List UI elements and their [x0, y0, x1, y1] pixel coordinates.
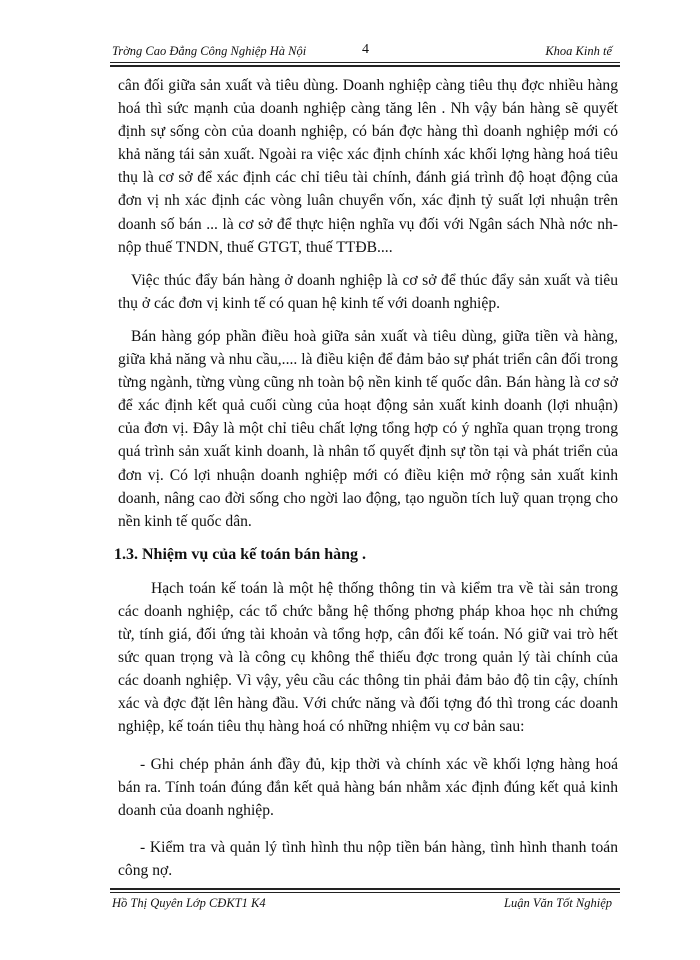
paragraph-4: Hạch toán kế toán là một hệ thống thông tin và kiểm tra về tài sản trong các doanh nghiệp, các tổ chức bằng hệ thống phơng pháp khoa học nh chứng từ, tính giá, đối ứng tài khoản và tổng hợp, cân đối kế toán. Nó giữ vai trò hết sức quan trọng và là công cụ không thể thiếu đợc trong quản lý tài chính của các doanh nghiệp. Vì vậy, yêu cầu các thông tin phải đảm bảo độ tin cậy, chính xác và đợc đặt lên hàng đầu. Với chức năng và đối tợng đó thì trong các doanh nghiệp, kế toán tiêu thụ hàng hoá có những nhiệm vụ cơ bản sau:: [118, 579, 618, 736]
paragraph-1: cân đối giữa sản xuất và tiêu dùng. Doanh nghiệp càng tiêu thụ đợc nhiều hàng hoá thì sức mạnh của doanh nghiệp càng tăng lên . Nh vậy bán hàng sẽ quyết định sự sống còn của doanh nghiệp, có bán đợc hàng thì doanh nghiệp mới có khả năng tái sản xuất. Ngoài ra việc xác định chính xác khối lợng hàng hoá tiêu thụ là cơ sở để xác định các chỉ tiêu tài chính, đánh giá trình độ hoạt động của đơn vị nh xác định các vòng luân chuyển vốn, xác định tỷ suất lợi nhuận trên doanh số bán ... là cơ sở để thực hiện nghĩa vụ đối với Ngân sách Nhà nớc nh nộp thuế TNDN, thuế GTGT, thuế TTĐB....: [118, 77, 618, 256]
page-number: 4: [362, 42, 369, 57]
paragraph-3: Bán hàng góp phần điều hoà giữa sản xuất và tiêu dùng, giữa tiền và hàng, giữa khả năng và nhu cầu,.... là điều kiện để đảm bảo sự phát triển cân đối trong từng ngành, từng vùng cũng nh toàn bộ nền kinh tế quốc dân. Bán hàng là cơ sở để xác định kết quả cuối cùng của hoạt động sản xuất kinh doanh (lợi nhuận) của đơn vị. Đây là một chỉ tiêu chất lợng tổng hợp có ý nghĩa quan trọng trong quá trình sản xuất kinh doanh, là nhân tố quyết định sự tồn tại và phát triển của đơn vị. Có lợi nhuận doanh nghiệp mới có điều kiện mở rộng sản xuất kinh doanh, nâng cao đời sống cho ngời lao động, tạo nguồn tích luỹ quan trọng cho nền kinh tế quốc dân.: [118, 327, 618, 530]
list-item-1: - Ghi chép phản ánh đầy đủ, kịp thời và chính xác về khối lợng hàng hoá bán ra. Tính toán đúng đắn kết quả hàng bán nhằm xác định đúng kết quả kinh doanh của doanh nghiệp.: [118, 755, 618, 819]
page-footer: [112, 893, 612, 915]
list-item-2: - Kiểm tra và quản lý tình hình thu nộp tiền bán hàng, tình hình thanh toán công nợ.: [118, 838, 618, 879]
section-heading: 1.3. Nhiệm vụ của kế toán bán hàng .: [114, 545, 367, 563]
footer-rule-thick: [110, 888, 620, 890]
footer-title: Luận Văn Tốt Nghiệp: [504, 896, 612, 910]
header-rule-thin: [110, 62, 620, 63]
footer-author: Hồ Thị Quyên Lớp CĐKT1 K4: [112, 896, 266, 910]
paragraph-2: Việc thúc đẩy bán hàng ở doanh nghiệp là cơ sở để thúc đẩy sản xuất và tiêu thụ ở các đơn vị kinh tế có quan hệ kinh tế với doanh nghiệp.: [118, 271, 618, 312]
document-body: [114, 74, 618, 892]
page-header: [112, 40, 612, 62]
header-department: Khoa Kinh tế: [545, 44, 612, 58]
header-school: Trờng Cao Đẳng Công Nghiệp Hà Nội: [112, 44, 307, 58]
header-rule-thick: [110, 65, 620, 67]
